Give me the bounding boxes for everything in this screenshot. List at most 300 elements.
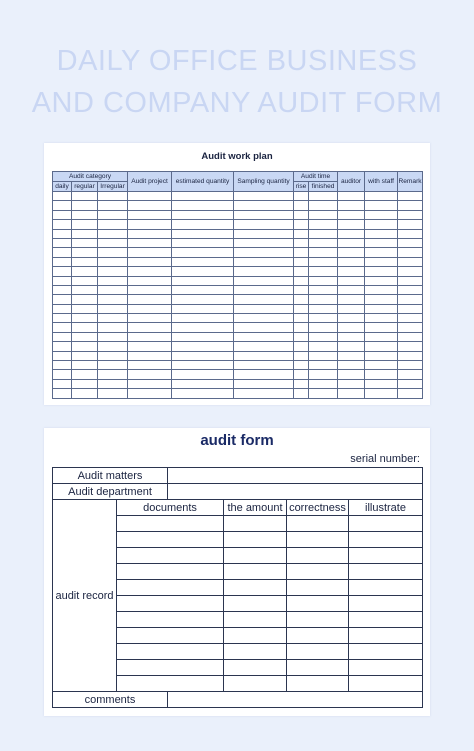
audit-record-cell[interactable] [117, 516, 224, 532]
plan-cell[interactable] [172, 379, 234, 388]
plan-cell[interactable] [309, 276, 338, 285]
audit-record-cell[interactable] [349, 596, 423, 612]
plan-cell[interactable] [294, 361, 309, 370]
plan-cell[interactable] [72, 370, 98, 379]
plan-cell[interactable] [398, 314, 423, 323]
plan-cell[interactable] [234, 342, 294, 351]
plan-cell[interactable] [234, 192, 294, 201]
plan-cell[interactable] [294, 276, 309, 285]
plan-cell[interactable] [72, 248, 98, 257]
plan-cell[interactable] [98, 314, 128, 323]
plan-cell[interactable] [128, 276, 172, 285]
plan-cell[interactable] [53, 238, 72, 247]
audit-record-cell[interactable] [349, 564, 423, 580]
header-remark: Remark [398, 172, 423, 192]
plan-cell[interactable] [309, 379, 338, 388]
plan-cell[interactable] [172, 332, 234, 341]
plan-cell[interactable] [309, 248, 338, 257]
audit-record-cell[interactable] [224, 564, 287, 580]
plan-cell[interactable] [234, 220, 294, 229]
plan-cell[interactable] [365, 201, 398, 210]
plan-cell[interactable] [294, 210, 309, 219]
plan-cell[interactable] [309, 304, 338, 313]
audit-record-cell[interactable] [224, 612, 287, 628]
plan-cell[interactable] [294, 192, 309, 201]
plan-cell[interactable] [365, 323, 398, 332]
plan-cell[interactable] [128, 389, 172, 398]
audit-record-cell[interactable] [117, 660, 224, 676]
plan-cell[interactable] [98, 257, 128, 266]
plan-cell[interactable] [53, 351, 72, 360]
plan-cell[interactable] [234, 323, 294, 332]
plan-cell[interactable] [234, 304, 294, 313]
page-hero-title [0, 40, 474, 124]
plan-cell[interactable] [172, 314, 234, 323]
column-correctness: correctness [287, 500, 349, 516]
plan-cell[interactable] [234, 389, 294, 398]
plan-cell[interactable] [398, 332, 423, 341]
plan-cell[interactable] [53, 210, 72, 219]
plan-cell[interactable] [338, 304, 365, 313]
plan-cell[interactable] [338, 323, 365, 332]
plan-cell[interactable] [72, 238, 98, 247]
plan-cell[interactable] [294, 351, 309, 360]
audit-record-cell[interactable] [349, 548, 423, 564]
plan-cell[interactable] [365, 248, 398, 257]
audit-record-cell[interactable] [349, 660, 423, 676]
plan-cell[interactable] [294, 267, 309, 276]
plan-cell[interactable] [172, 192, 234, 201]
audit-record-cell[interactable] [224, 532, 287, 548]
audit-record-cell[interactable] [287, 548, 349, 564]
audit-record-cell[interactable] [224, 644, 287, 660]
plan-cell[interactable] [234, 201, 294, 210]
plan-cell[interactable] [294, 379, 309, 388]
plan-cell[interactable] [172, 304, 234, 313]
audit-record-cell[interactable] [349, 628, 423, 644]
plan-cell[interactable] [294, 332, 309, 341]
plan-cell[interactable] [398, 201, 423, 210]
plan-cell[interactable] [172, 323, 234, 332]
plan-cell[interactable] [53, 389, 72, 398]
plan-cell[interactable] [53, 201, 72, 210]
plan-cell[interactable] [72, 361, 98, 370]
audit-record-cell[interactable] [287, 564, 349, 580]
plan-cell[interactable] [309, 332, 338, 341]
plan-cell[interactable] [72, 267, 98, 276]
plan-cell[interactable] [294, 295, 309, 304]
plan-cell[interactable] [398, 238, 423, 247]
plan-cell[interactable] [398, 389, 423, 398]
plan-cell[interactable] [294, 342, 309, 351]
plan-cell[interactable] [98, 389, 128, 398]
audit-record-cell[interactable] [117, 644, 224, 660]
plan-cell[interactable] [172, 361, 234, 370]
plan-cell[interactable] [294, 229, 309, 238]
plan-cell[interactable] [98, 379, 128, 388]
plan-cell[interactable] [234, 267, 294, 276]
plan-cell[interactable] [309, 210, 338, 219]
plan-cell[interactable] [98, 201, 128, 210]
plan-cell[interactable] [128, 238, 172, 247]
audit-record-cell[interactable] [349, 532, 423, 548]
plan-cell[interactable] [53, 295, 72, 304]
plan-cell[interactable] [365, 314, 398, 323]
plan-cell[interactable] [309, 285, 338, 294]
plan-cell[interactable] [53, 342, 72, 351]
plan-cell[interactable] [365, 220, 398, 229]
plan-cell[interactable] [338, 201, 365, 210]
plan-cell[interactable] [338, 238, 365, 247]
plan-cell[interactable] [309, 192, 338, 201]
plan-cell[interactable] [128, 201, 172, 210]
plan-cell[interactable] [128, 314, 172, 323]
plan-cell[interactable] [128, 332, 172, 341]
plan-cell[interactable] [234, 257, 294, 266]
serial-number-label: serial number: [350, 453, 420, 465]
plan-cell[interactable] [72, 379, 98, 388]
audit-record-cell[interactable] [287, 580, 349, 596]
plan-cell[interactable] [53, 323, 72, 332]
plan-cell[interactable] [98, 304, 128, 313]
plan-cell[interactable] [128, 248, 172, 257]
audit-record-cell[interactable] [287, 628, 349, 644]
plan-cell[interactable] [365, 210, 398, 219]
plan-cell[interactable] [98, 370, 128, 379]
plan-cell[interactable] [128, 285, 172, 294]
plan-cell[interactable] [294, 370, 309, 379]
plan-cell[interactable] [309, 323, 338, 332]
plan-cell[interactable] [72, 257, 98, 266]
plan-cell[interactable] [365, 370, 398, 379]
plan-cell[interactable] [172, 238, 234, 247]
plan-cell[interactable] [398, 323, 423, 332]
plan-cell[interactable] [98, 332, 128, 341]
plan-cell[interactable] [365, 229, 398, 238]
plan-cell[interactable] [234, 295, 294, 304]
plan-cell[interactable] [309, 220, 338, 229]
plan-cell[interactable] [98, 342, 128, 351]
plan-cell[interactable] [294, 314, 309, 323]
plan-cell[interactable] [294, 220, 309, 229]
plan-cell[interactable] [338, 276, 365, 285]
plan-cell[interactable] [128, 295, 172, 304]
audit-record-cell[interactable] [287, 612, 349, 628]
plan-cell[interactable] [172, 210, 234, 219]
plan-cell[interactable] [172, 229, 234, 238]
plan-cell[interactable] [72, 201, 98, 210]
plan-cell[interactable] [72, 295, 98, 304]
plan-cell[interactable] [365, 379, 398, 388]
audit-record-cell[interactable] [224, 548, 287, 564]
audit-record-cell[interactable] [117, 564, 224, 580]
plan-cell[interactable] [172, 295, 234, 304]
plan-cell[interactable] [338, 229, 365, 238]
plan-cell[interactable] [98, 248, 128, 257]
audit-record-cell[interactable] [117, 532, 224, 548]
audit-record-cell[interactable] [287, 660, 349, 676]
plan-cell[interactable] [172, 276, 234, 285]
audit-record-cell[interactable] [287, 516, 349, 532]
plan-cell[interactable] [172, 248, 234, 257]
plan-cell[interactable] [309, 370, 338, 379]
plan-cell[interactable] [309, 238, 338, 247]
plan-cell[interactable] [98, 192, 128, 201]
plan-cell[interactable] [234, 379, 294, 388]
plan-cell[interactable] [294, 389, 309, 398]
audit-matters-field[interactable] [168, 468, 423, 484]
plan-cell[interactable] [234, 229, 294, 238]
audit-record-cell[interactable] [349, 612, 423, 628]
plan-cell[interactable] [294, 248, 309, 257]
plan-cell[interactable] [53, 229, 72, 238]
plan-cell[interactable] [365, 342, 398, 351]
plan-cell[interactable] [398, 361, 423, 370]
plan-cell[interactable] [128, 257, 172, 266]
plan-cell[interactable] [309, 267, 338, 276]
plan-cell[interactable] [172, 285, 234, 294]
plan-cell[interactable] [72, 389, 98, 398]
plan-cell[interactable] [365, 332, 398, 341]
plan-cell[interactable] [338, 220, 365, 229]
plan-cell[interactable] [98, 285, 128, 294]
plan-cell[interactable] [53, 285, 72, 294]
plan-row [53, 257, 423, 266]
plan-cell[interactable] [98, 276, 128, 285]
comments-row [53, 692, 423, 708]
plan-cell[interactable] [365, 257, 398, 266]
plan-cell[interactable] [294, 285, 309, 294]
plan-cell[interactable] [338, 351, 365, 360]
audit-record-cell[interactable] [349, 644, 423, 660]
plan-cell[interactable] [338, 257, 365, 266]
audit-record-cell[interactable] [349, 516, 423, 532]
plan-cell[interactable] [53, 314, 72, 323]
plan-cell[interactable] [398, 370, 423, 379]
plan-cell[interactable] [53, 332, 72, 341]
plan-cell[interactable] [365, 304, 398, 313]
plan-cell[interactable] [172, 389, 234, 398]
plan-cell[interactable] [365, 192, 398, 201]
audit-record-cell[interactable] [224, 628, 287, 644]
plan-cell[interactable] [338, 389, 365, 398]
audit-record-cell[interactable] [117, 596, 224, 612]
plan-cell[interactable] [128, 304, 172, 313]
audit-record-cell[interactable] [117, 580, 224, 596]
plan-cell[interactable] [234, 332, 294, 341]
plan-cell[interactable] [365, 285, 398, 294]
comments-field[interactable] [168, 692, 423, 708]
plan-cell[interactable] [72, 192, 98, 201]
plan-cell[interactable] [365, 238, 398, 247]
audit-form-card [44, 428, 430, 716]
plan-cell[interactable] [234, 248, 294, 257]
plan-cell[interactable] [98, 295, 128, 304]
plan-cell[interactable] [398, 304, 423, 313]
plan-cell[interactable] [398, 285, 423, 294]
plan-cell[interactable] [309, 314, 338, 323]
audit-record-cell[interactable] [117, 612, 224, 628]
plan-cell[interactable] [365, 361, 398, 370]
plan-cell[interactable] [128, 342, 172, 351]
plan-cell[interactable] [338, 285, 365, 294]
audit-record-cell[interactable] [224, 676, 287, 692]
plan-cell[interactable] [398, 267, 423, 276]
plan-cell[interactable] [338, 295, 365, 304]
plan-cell[interactable] [72, 220, 98, 229]
plan-cell[interactable] [234, 276, 294, 285]
plan-cell[interactable] [365, 351, 398, 360]
audit-record-cell[interactable] [287, 676, 349, 692]
plan-cell[interactable] [172, 351, 234, 360]
plan-cell[interactable] [338, 342, 365, 351]
plan-cell[interactable] [398, 220, 423, 229]
plan-cell[interactable] [98, 210, 128, 219]
audit-record-cell[interactable] [224, 516, 287, 532]
plan-cell[interactable] [72, 323, 98, 332]
plan-cell[interactable] [234, 238, 294, 247]
plan-cell[interactable] [294, 201, 309, 210]
audit-record-cell[interactable] [287, 596, 349, 612]
plan-cell[interactable] [72, 210, 98, 219]
plan-cell[interactable] [294, 257, 309, 266]
audit-record-cell[interactable] [117, 628, 224, 644]
plan-cell[interactable] [53, 304, 72, 313]
plan-cell[interactable] [398, 257, 423, 266]
plan-cell[interactable] [398, 248, 423, 257]
plan-cell[interactable] [172, 257, 234, 266]
audit-record-cell[interactable] [349, 580, 423, 596]
plan-cell[interactable] [365, 276, 398, 285]
plan-cell[interactable] [398, 342, 423, 351]
plan-cell[interactable] [309, 342, 338, 351]
plan-cell[interactable] [398, 351, 423, 360]
audit-record-cell[interactable] [349, 676, 423, 692]
plan-cell[interactable] [398, 229, 423, 238]
plan-cell[interactable] [294, 304, 309, 313]
plan-cell[interactable] [172, 201, 234, 210]
plan-cell[interactable] [294, 238, 309, 247]
plan-cell[interactable] [53, 257, 72, 266]
plan-cell[interactable] [98, 229, 128, 238]
plan-cell[interactable] [338, 370, 365, 379]
audit-record-cell[interactable] [224, 660, 287, 676]
plan-cell[interactable] [309, 201, 338, 210]
plan-cell[interactable] [172, 220, 234, 229]
plan-cell[interactable] [172, 370, 234, 379]
plan-cell[interactable] [398, 210, 423, 219]
audit-record-cell[interactable] [117, 676, 224, 692]
plan-cell[interactable] [234, 210, 294, 219]
plan-cell[interactable] [128, 361, 172, 370]
plan-cell[interactable] [294, 323, 309, 332]
plan-cell[interactable] [128, 267, 172, 276]
plan-cell[interactable] [53, 248, 72, 257]
plan-cell[interactable] [309, 361, 338, 370]
plan-cell[interactable] [234, 351, 294, 360]
plan-cell[interactable] [53, 276, 72, 285]
plan-cell[interactable] [398, 192, 423, 201]
plan-cell[interactable] [53, 192, 72, 201]
audit-record-cell[interactable] [224, 580, 287, 596]
plan-cell[interactable] [128, 192, 172, 201]
plan-cell[interactable] [309, 295, 338, 304]
audit-record-cell[interactable] [287, 532, 349, 548]
plan-cell[interactable] [72, 342, 98, 351]
plan-cell[interactable] [338, 314, 365, 323]
plan-cell[interactable] [338, 210, 365, 219]
plan-cell[interactable] [338, 379, 365, 388]
plan-cell[interactable] [234, 285, 294, 294]
plan-cell[interactable] [309, 389, 338, 398]
plan-cell[interactable] [72, 314, 98, 323]
column-illustrate: illustrate [349, 500, 423, 516]
plan-cell[interactable] [338, 332, 365, 341]
plan-cell[interactable] [398, 379, 423, 388]
plan-cell[interactable] [338, 192, 365, 201]
plan-cell[interactable] [72, 304, 98, 313]
plan-cell[interactable] [128, 370, 172, 379]
audit-work-plan-body [53, 192, 423, 399]
audit-department-field[interactable] [168, 484, 423, 500]
audit-record-cell[interactable] [287, 644, 349, 660]
plan-cell[interactable] [309, 257, 338, 266]
column-documents: documents [117, 500, 224, 516]
plan-cell[interactable] [365, 267, 398, 276]
plan-cell[interactable] [72, 229, 98, 238]
plan-cell[interactable] [365, 295, 398, 304]
plan-cell[interactable] [234, 314, 294, 323]
plan-cell[interactable] [128, 229, 172, 238]
plan-cell[interactable] [128, 220, 172, 229]
plan-cell[interactable] [98, 267, 128, 276]
audit-record-cell[interactable] [117, 548, 224, 564]
plan-cell[interactable] [53, 379, 72, 388]
plan-cell[interactable] [365, 389, 398, 398]
plan-cell[interactable] [309, 351, 338, 360]
plan-cell[interactable] [309, 229, 338, 238]
plan-cell[interactable] [172, 342, 234, 351]
plan-cell[interactable] [72, 332, 98, 341]
plan-cell[interactable] [128, 210, 172, 219]
plan-cell[interactable] [338, 361, 365, 370]
plan-cell[interactable] [53, 361, 72, 370]
plan-cell[interactable] [128, 323, 172, 332]
audit-record-cell[interactable] [224, 596, 287, 612]
plan-cell[interactable] [98, 238, 128, 247]
plan-cell[interactable] [398, 295, 423, 304]
plan-row [53, 276, 423, 285]
plan-cell[interactable] [398, 276, 423, 285]
plan-cell[interactable] [172, 267, 234, 276]
plan-cell[interactable] [53, 267, 72, 276]
plan-cell[interactable] [234, 361, 294, 370]
plan-cell[interactable] [72, 276, 98, 285]
plan-cell[interactable] [53, 370, 72, 379]
plan-cell[interactable] [128, 351, 172, 360]
plan-cell[interactable] [98, 361, 128, 370]
plan-cell[interactable] [98, 351, 128, 360]
plan-cell[interactable] [338, 267, 365, 276]
plan-cell[interactable] [72, 351, 98, 360]
plan-cell[interactable] [53, 220, 72, 229]
plan-cell[interactable] [338, 248, 365, 257]
plan-cell[interactable] [128, 379, 172, 388]
plan-cell[interactable] [98, 323, 128, 332]
plan-cell[interactable] [98, 220, 128, 229]
plan-cell[interactable] [72, 285, 98, 294]
plan-cell[interactable] [234, 370, 294, 379]
